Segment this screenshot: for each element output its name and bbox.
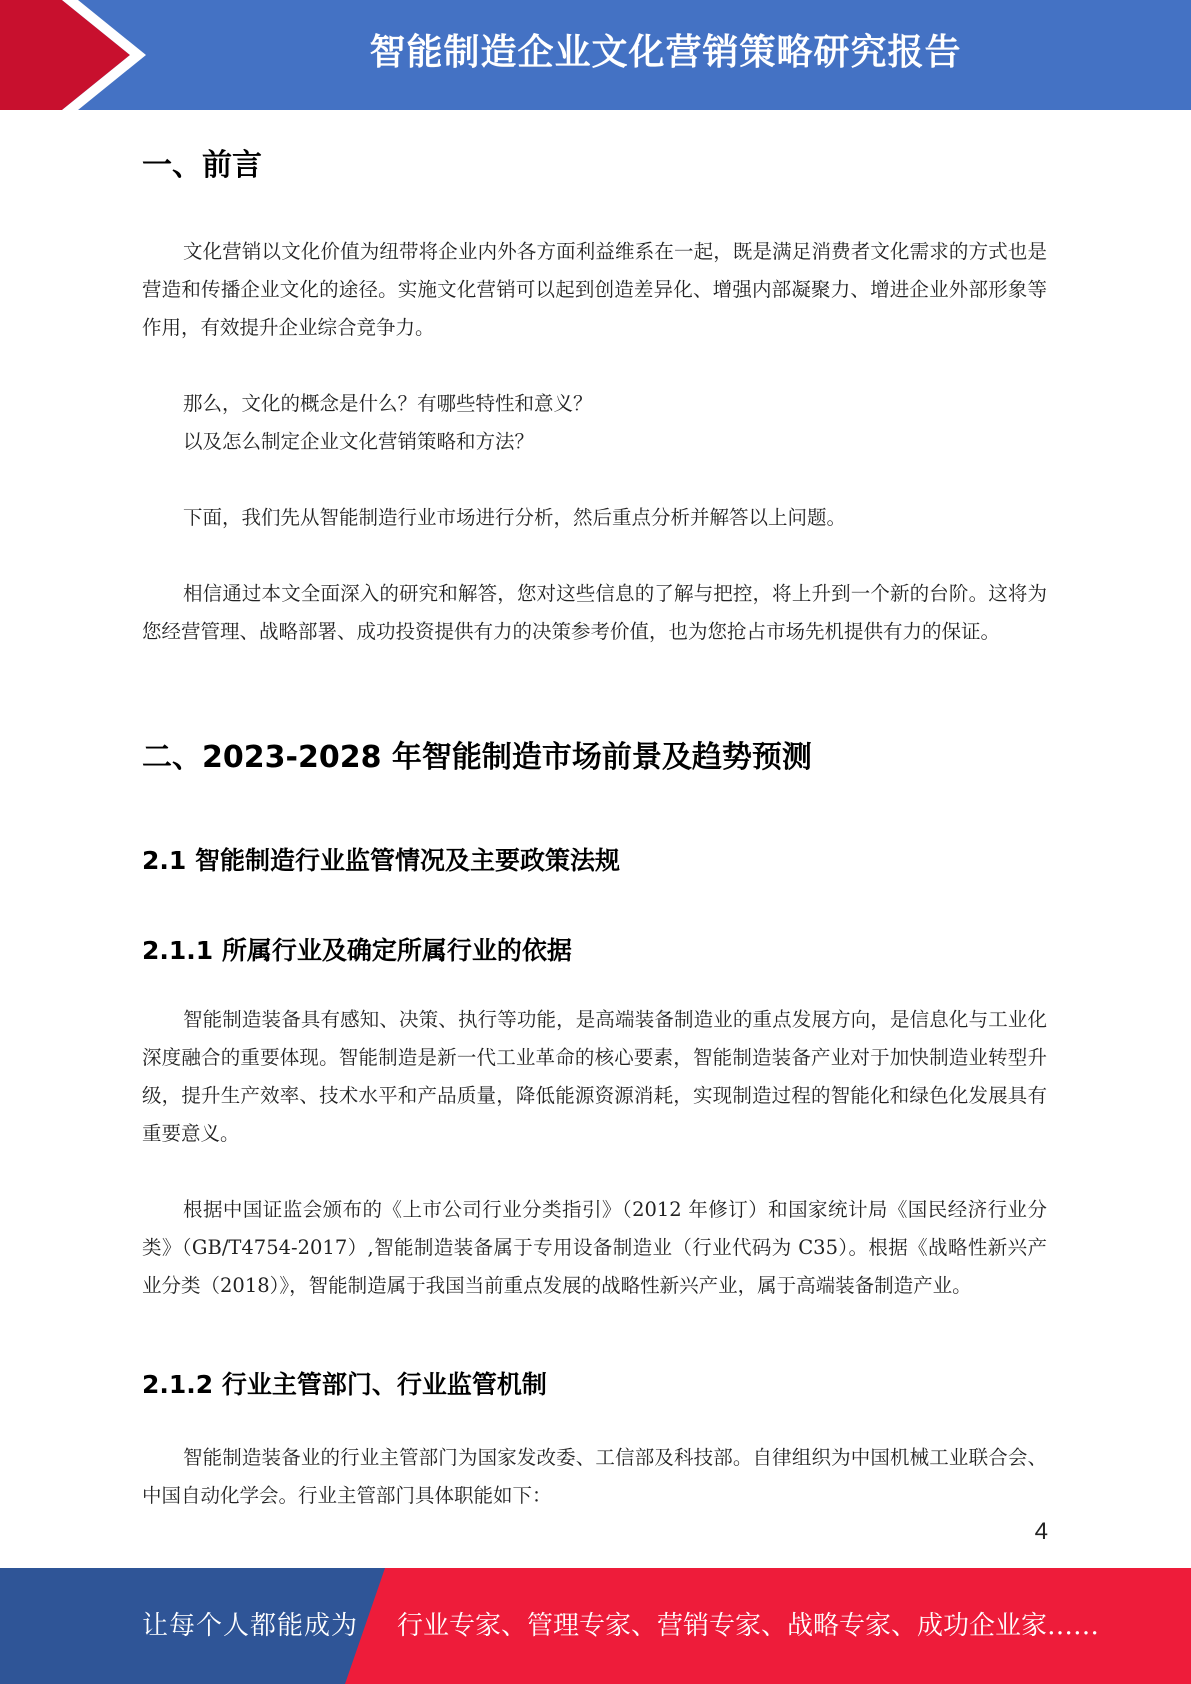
footer-banner [0,1568,1191,1684]
header-banner [0,0,1191,110]
subsection-heading-2-1-1: 2.1.1 所属行业及确定所属行业的依据 [142,936,572,965]
paragraph-question-1: 那么，文化的概念是什么？有哪些特性和意义？ [183,392,593,415]
page-number: 4 [1034,1518,1048,1545]
section-heading-preface: 一、前言 [142,148,262,183]
paragraph-2-1-1-a: 智能制造装备具有感知、决策、执行等功能，是高端装备制造业的重点发展方向，是信息化与工业化深度融合的重要体现。智能制造是新一代工业革命的核心要素，智能制造装备产业对于加快制造业转型升级，提升生产效率、技术水平和产品质量，降低能源资源消耗，实现制造过程的智能化和绿色化发展具有重要意义。 [142,1008,1047,1145]
subsection-heading-2-1-2: 2.1.2 行业主管部门、行业监管机制 [142,1370,547,1399]
report-title: 智能制造企业文化营销策略研究报告 [369,32,962,73]
footer-slogan-right: 行业专家、管理专家、营销专家、战略专家、成功企业家…… [397,1611,1100,1641]
paragraph-preface-3: 相信通过本文全面深入的研究和解答，您对这些信息的了解与把控，将上升到一个新的台阶。这将为您经营管理、战略部署、成功投资提供有力的决策参考价值，也为您抢占市场先机提供有力的保证。 [142,582,1047,643]
subsection-heading-2-1: 2.1 智能制造行业监管情况及主要政策法规 [142,846,620,875]
header-arrow-icon [0,0,160,110]
paragraph-2-1-1-b: 根据中国证监会颁布的《上市公司行业分类指引》（2012 年修订）和国家统计局《国民经济行业分类》（GB/T4754-2017）,智能制造装备属于专用设备制造业（行业代码为 C35）。根据《战略性新兴产业分类（2018）》，智能制造属于我国当前重点发展的战略性新兴产业，属于高端装备制造产业。 [142,1198,1047,1297]
paragraph-preface-1: 文化营销以文化价值为纽带将企业内外各方面利益维系在一起，既是满足消费者文化需求的方式也是营造和传播企业文化的途径。实施文化营销可以起到创造差异化、增强内部凝聚力、增进企业外部形象等作用，有效提升企业综合竞争力。 [142,240,1047,339]
section-heading-forecast: 二、2023-2028 年智能制造市场前景及趋势预测 [142,740,812,775]
paragraph-2-1-2: 智能制造装备业的行业主管部门为国家发改委、工信部及科技部。自律组织为中国机械工业联合会、中国自动化学会。行业主管部门具体职能如下： [142,1446,1047,1507]
paragraph-preface-2: 下面，我们先从智能制造行业市场进行分析，然后重点分析并解答以上问题。 [183,506,847,529]
paragraph-question-2: 以及怎么制定企业文化营销策略和方法？ [183,430,535,453]
footer-slogan-left: 让每个人都能成为 [142,1611,359,1641]
